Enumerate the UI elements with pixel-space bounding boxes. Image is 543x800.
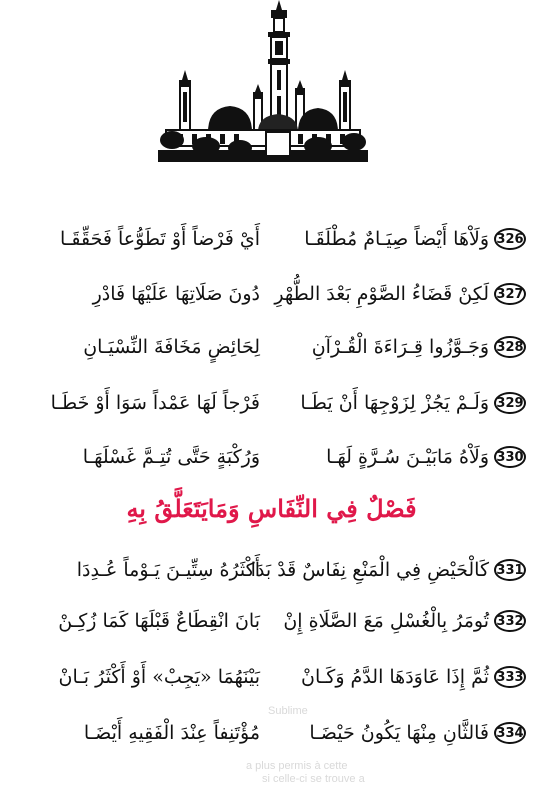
- verse-row: [0, 660, 543, 700]
- bleed-text: si celle-ci se trouve a: [262, 773, 365, 785]
- verse-second-hemistich: فَرْجاً لَهَا عَمْداً سَوَا أَوْ خَطَـا: [50, 392, 260, 414]
- verse-second-hemistich: لِحَائِضٍ مَخَافَةَ النِّسْيَـانِ: [83, 336, 260, 358]
- verse-first-hemistich: تُومَرُ بِالْغُسْلِ مَعَ الصَّلَاةِ إِنْ: [283, 610, 489, 632]
- verse-number-badge: 333: [494, 666, 526, 688]
- verse-first-hemistich: ثُمَّ إِذَا عَاوَدَهَا الدَّمُ وَكَـانْ: [300, 666, 489, 688]
- verse-number-badge: 332: [494, 610, 526, 632]
- verse-number-badge: 326: [494, 228, 526, 250]
- verse-number-badge: 330: [494, 446, 526, 468]
- bleed-text: Sublime: [268, 705, 308, 717]
- verse-number-badge: 334: [494, 722, 526, 744]
- verse-first-hemistich: وَلَاْهَا أَيْضاً صِيَـامٌ مُطْلَقَـا: [304, 228, 489, 250]
- verse-first-hemistich: كَالْحَيْضِ فِي الْمَنْعِ نِفَاسٌ قَدْ بَدَا: [250, 559, 489, 581]
- verse-row: [0, 716, 543, 756]
- verse-number-badge: 328: [494, 336, 526, 358]
- verse-first-hemistich: لَكِنْ قَضَاءُ الصَّوْمِ بَعْدَ الطُّهْرِ: [274, 283, 489, 305]
- verse-first-hemistich: وَلَـمْ يَجُزْ لِزَوْجِهَا أَنْ يَطَـا: [300, 392, 489, 414]
- verse-row: [0, 604, 543, 644]
- bleed-text: a plus permis à cette: [246, 760, 348, 772]
- verse-row: [0, 222, 543, 262]
- verse-row: [0, 277, 543, 317]
- verse-first-hemistich: وَجَـوَّزُوا قِـرَاءَةَ الْقُـرْآنِ: [311, 336, 489, 358]
- verse-second-hemistich: بَيْنَهُمَا «يَجِبْ» أَوْ أَكْثَرُ بَـانْ: [58, 666, 260, 688]
- verse-second-hemistich: أَيْ فَرْضاً أَوْ تَطَوُّعاً فَحَقِّقَـا: [60, 228, 260, 250]
- verse-number-badge: 327: [494, 283, 526, 305]
- section-heading: فَصْلٌ فِي النِّفَاسِ وَمَايَتَعَلَّقُ بِهِ: [126, 494, 417, 523]
- verse-second-hemistich: أَكْثَرُهُ سِتِّيـنَ يَـوْماً عُـدِدَا: [76, 559, 260, 581]
- verse-row: [0, 330, 543, 370]
- verse-first-hemistich: وَلَاْهُ مَابَيْـنَ سُـرَّةٍ لَهَـا: [326, 446, 489, 468]
- mosque-illustration: [158, 0, 368, 165]
- verse-second-hemistich: بَانَ انْقِطَاعٌ قَبْلَهَا كَمَا زُكِـنْ: [58, 610, 260, 632]
- verse-number-badge: 331: [494, 559, 526, 581]
- verse-row: [0, 553, 543, 593]
- verse-second-hemistich: مُؤْتَنِفاً عِنْدَ الْفَقِيهِ أَيْضَـا: [83, 722, 260, 744]
- verse-row: [0, 440, 543, 480]
- verse-row: [0, 386, 543, 426]
- verse-second-hemistich: وَرُكْبَةٍ حَتَّى تُتِـمَّ غَسْلَهَـا: [82, 446, 260, 468]
- verse-number-badge: 329: [494, 392, 526, 414]
- verse-second-hemistich: دُونَ صَلَاتِهَا عَلَيْهَا فَادْرِ: [92, 283, 260, 305]
- verse-first-hemistich: فَالثَّانِ مِنْهَا يَكُونُ حَيْضَـا: [309, 722, 489, 744]
